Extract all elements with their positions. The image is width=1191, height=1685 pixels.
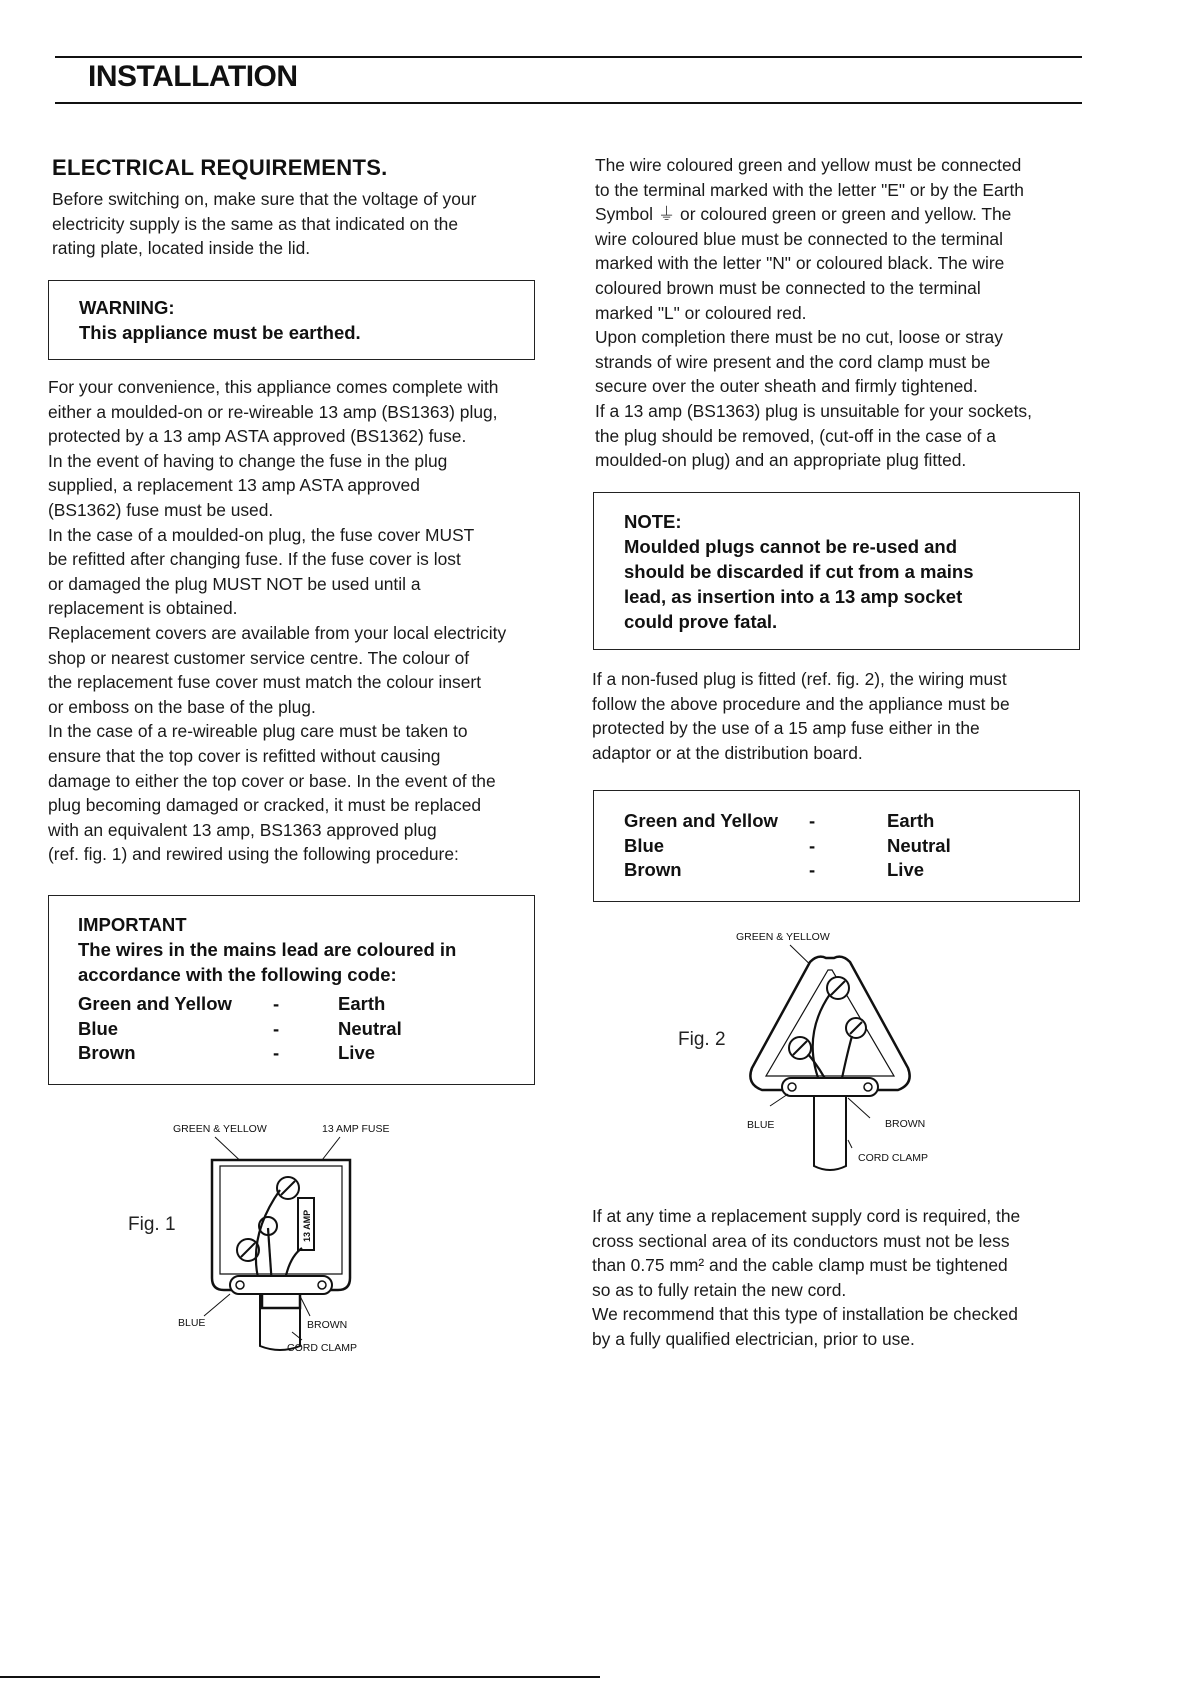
body-line: If at any time a replacement supply cord is required, the [592, 1206, 1021, 1226]
body-line: (BS1362) fuse must be used. [48, 499, 274, 520]
fig2-label: Fig. 2 [678, 1029, 726, 1050]
dash: - [809, 834, 816, 856]
body-line: to the terminal marked with the letter "E" or by the Earth [595, 179, 1024, 200]
wire-colour: Blue [78, 1017, 119, 1039]
table-row [624, 834, 951, 859]
wire-meaning: Live [887, 859, 925, 880]
table-row [624, 809, 951, 834]
header-bottom-rule [55, 102, 1082, 104]
right-para1 [595, 153, 1095, 473]
wire-meaning: Neutral [887, 834, 951, 856]
wire-colour: Green and Yellow [78, 993, 232, 1014]
warning-box [48, 280, 535, 360]
left-body [48, 375, 548, 867]
body-line: shop or nearest customer service centre. The colour of [48, 647, 470, 668]
fig1-fuse-label: 13 AMP FUSE [322, 1123, 390, 1135]
fig1-brown-label: BROWN [307, 1319, 348, 1331]
fig1-blue-label: BLUE [178, 1317, 206, 1329]
body-line: The wire coloured green and yellow must be connected [595, 155, 1022, 175]
note-line: could prove fatal. [624, 611, 778, 632]
body-line: (ref. fig. 1) and rewired using the following procedure: [48, 844, 459, 865]
body-line: be refitted after changing fuse. If the fuse cover is lost [48, 549, 461, 570]
colour-code-box [593, 790, 1080, 902]
body-line: replacement is obtained. [48, 598, 238, 619]
body-line: In the case of a re-wireable plug care must be taken to [48, 721, 468, 742]
body-line: with an equivalent 13 amp, BS1363 approved plug [48, 819, 437, 840]
wire-meaning: Earth [887, 810, 935, 831]
fig2-brown-label: BROWN [885, 1118, 926, 1130]
fig2-blue-label: BLUE [747, 1119, 775, 1131]
note-line: Moulded plugs cannot be re-used and [624, 536, 958, 557]
body-line: marked "L" or coloured red. [595, 302, 807, 323]
body-line: than 0.75 mm² and the cable clamp must be tightened [592, 1255, 1008, 1276]
colour-code-table [78, 992, 402, 1066]
right-para2 [592, 667, 1092, 765]
body-line: moulded-on plug) and an appropriate plug fitted. [595, 450, 967, 471]
wire-colour: Brown [624, 859, 682, 880]
body-line: so as to fully retain the new cord. [592, 1279, 847, 1300]
body-line: In the case of a moulded-on plug, the fuse cover MUST [48, 524, 475, 545]
wire-meaning: Live [338, 1042, 376, 1063]
body-line: marked with the letter "N" or coloured black. The wire [595, 253, 1005, 274]
body-line: damage to either the top cover or base. In the event of the [48, 770, 496, 791]
wire-meaning: Neutral [338, 1017, 402, 1039]
table-row [78, 992, 402, 1017]
body-line: or emboss on the base of the plug. [48, 696, 316, 717]
note-label: NOTE: [624, 511, 682, 532]
body-line: the plug should be removed, (cut-off in the case of a [595, 425, 996, 446]
fig1-green-yellow-label: GREEN & YELLOW [173, 1123, 267, 1135]
body-line: by a fully qualified electrician, prior to use. [592, 1328, 915, 1349]
page-title: INSTALLATION [88, 60, 298, 93]
dash: - [273, 993, 280, 1014]
section-title: ELECTRICAL REQUIREMENTS. [52, 155, 388, 180]
body-line: adaptor or at the distribution board. [592, 742, 863, 763]
body-line: protected by a 13 amp ASTA approved (BS1362) fuse. [48, 426, 467, 447]
important-line: accordance with the following code: [78, 964, 397, 985]
dash: - [273, 1042, 280, 1063]
fig1-fuse-body-label: 13 AMP [302, 1209, 312, 1242]
body-line: Upon completion there must be no cut, loose or stray [595, 327, 1003, 348]
wire-meaning: Earth [338, 993, 386, 1014]
colour-code-table [624, 809, 951, 883]
footer-rule [0, 1676, 600, 1678]
warning-text: This appliance must be earthed. [79, 322, 361, 343]
fig2-plug-diagram [730, 928, 960, 1178]
intro-line: Before switching on, make sure that the voltage of your [52, 189, 477, 209]
body-line: or damaged the plug MUST NOT be used until a [48, 573, 421, 594]
intro-line: electricity supply is the same as that indicated on the [52, 213, 458, 234]
intro-line: rating plate, located inside the lid. [52, 238, 311, 259]
note-box [593, 492, 1080, 650]
body-line: If a non-fused plug is fitted (ref. fig. 2), the wiring must [592, 669, 1007, 689]
right-para3 [592, 1204, 1092, 1352]
fig1-plug-diagram [160, 1118, 420, 1358]
body-line: coloured brown must be connected to the terminal [595, 277, 981, 298]
body-line: wire coloured blue must be connected to the terminal [595, 228, 1003, 249]
table-row [78, 1017, 402, 1042]
important-line: The wires in the mains lead are coloured in [78, 939, 457, 960]
body-line: secure over the outer sheath and firmly tightened. [595, 376, 978, 397]
body-line: For your convenience, this appliance comes complete with [48, 377, 499, 397]
warning-label: WARNING: [79, 297, 175, 318]
dash: - [809, 859, 816, 880]
body-line: the replacement fuse cover must match the colour insert [48, 672, 482, 693]
table-row [78, 1041, 402, 1066]
dash: - [273, 1017, 280, 1039]
body-line: cross sectional area of its conductors must not be less [592, 1230, 1010, 1251]
note-line: should be discarded if cut from a mains [624, 561, 974, 582]
fig2-green-yellow-label: GREEN & YELLOW [736, 931, 830, 943]
body-line: We recommend that this type of installation be checked [592, 1304, 1018, 1325]
body-line: In the event of having to change the fuse in the plug [48, 450, 448, 471]
left-intro [52, 155, 542, 261]
wire-colour: Blue [624, 834, 665, 856]
fig2-cord-clamp-label: CORD CLAMP [858, 1152, 929, 1164]
body-line: follow the above procedure and the appliance must be [592, 693, 1010, 714]
important-label: IMPORTANT [78, 914, 187, 935]
important-box [48, 895, 535, 1085]
wire-colour: Brown [78, 1042, 136, 1063]
dash: - [809, 810, 816, 831]
body-line: either a moulded-on or re-wireable 13 amp (BS1363) plug, [48, 401, 498, 422]
body-line: ensure that the top cover is refitted without causing [48, 745, 441, 766]
body-line: supplied, a replacement 13 amp ASTA approved [48, 475, 420, 496]
fig1-cord-clamp-label: CORD CLAMP [287, 1342, 358, 1354]
body-line: protected by the use of a 15 amp fuse either in the [592, 718, 980, 739]
fig1-label: Fig. 1 [128, 1214, 176, 1235]
body-line: plug becoming damaged or cracked, it must be replaced [48, 795, 482, 816]
body-line: strands of wire present and the cord clamp must be [595, 351, 991, 372]
body-line: Symbol ⏚ or coloured green or green and yellow. The [595, 204, 1012, 225]
header-top-rule [55, 56, 1082, 58]
wire-colour: Green and Yellow [624, 810, 778, 831]
note-line: lead, as insertion into a 13 amp socket [624, 586, 963, 607]
table-row [624, 858, 951, 883]
body-line: Replacement covers are available from your local electricity [48, 622, 507, 643]
body-line: If a 13 amp (BS1363) plug is unsuitable for your sockets, [595, 400, 1032, 421]
